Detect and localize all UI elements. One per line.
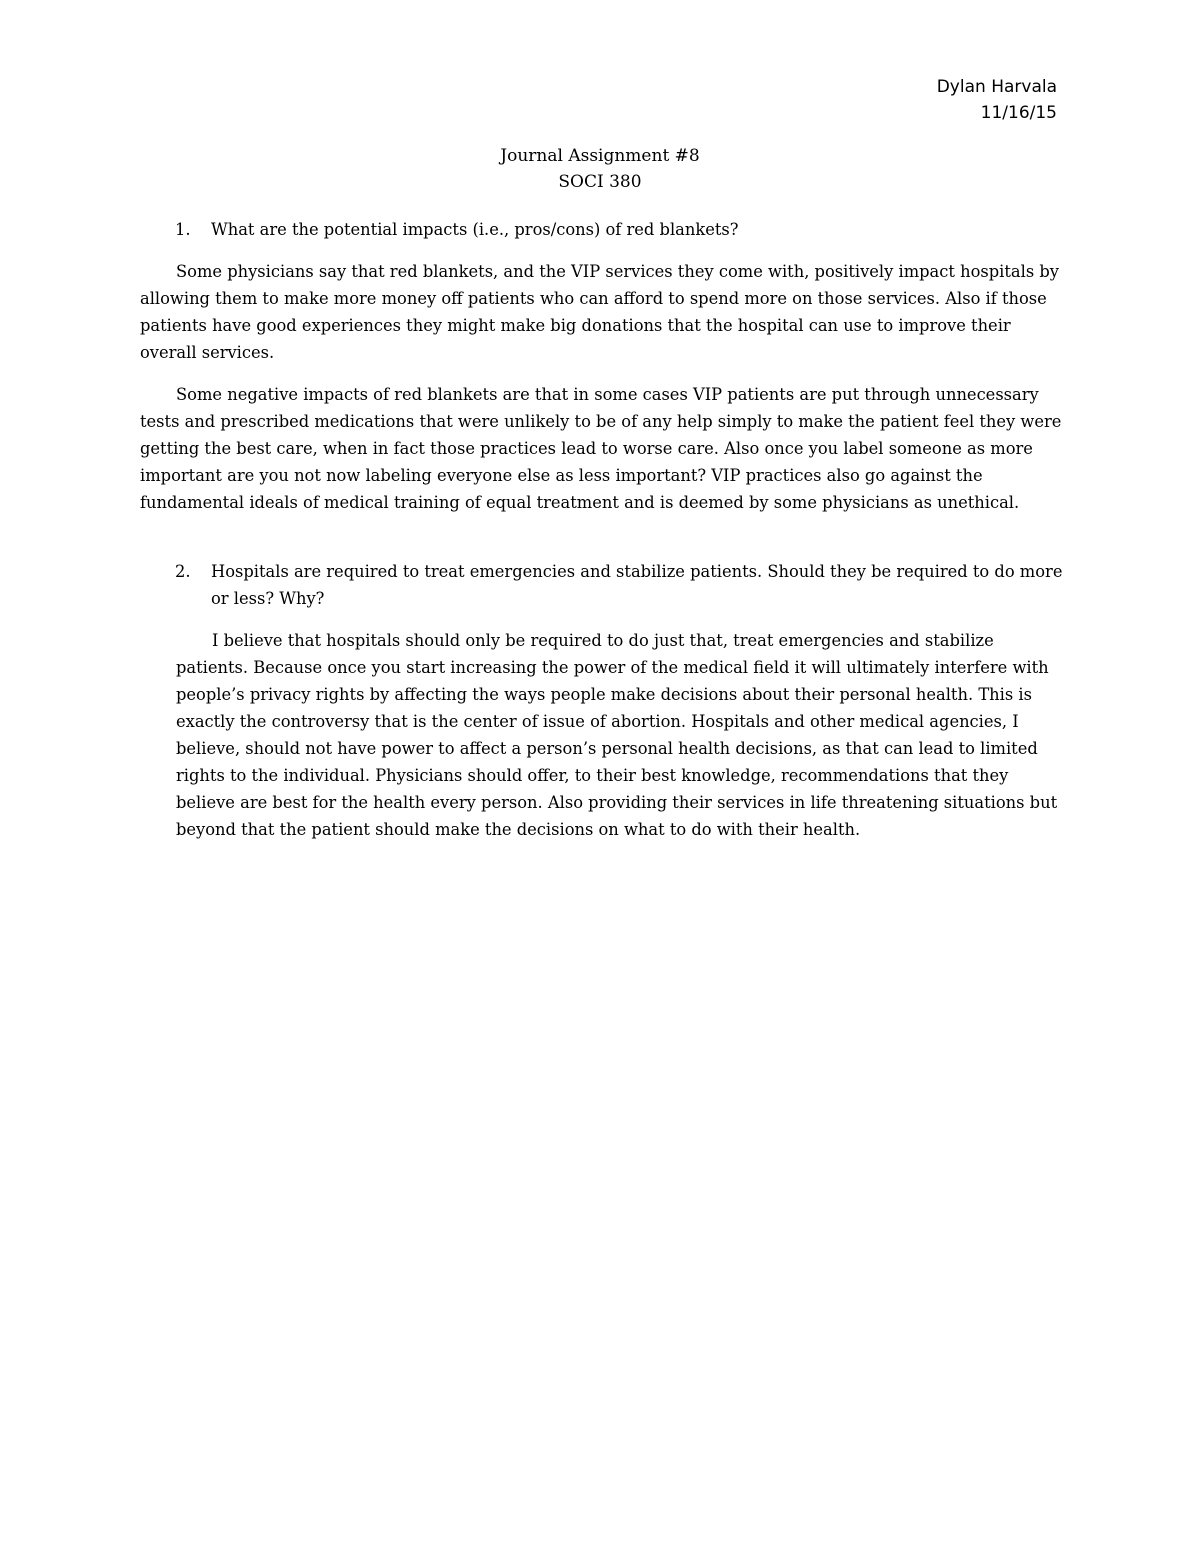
question-1 xyxy=(140,216,1065,243)
question-number: 2. xyxy=(175,562,191,581)
title-block xyxy=(0,143,1200,195)
question-number: 1. xyxy=(175,220,191,239)
question-text: What are the potential impacts (i.e., pros/cons) of red blankets? xyxy=(211,220,739,239)
author-name: Dylan Harvala xyxy=(936,77,1057,97)
answer-paragraph: Some negative impacts of red blankets are that in some cases VIP patients are put through unnecessary tests and prescribed medications that were unlikely to be of any help simply to make the patient feel they were getting the best care, when in fact those practices lead to worse care. Also once you label someone as more important are you not now labeling everyone else as less important? VIP practices also go against the fundamental ideals of medical training of equal treatment and is deemed by some physicians as unethical. xyxy=(140,385,1062,512)
document-body xyxy=(140,216,1065,858)
answer-paragraph: I believe that hospitals should only be required to do just that, treat emergencies and stabilize patients. Because once you start increasing the power of the medical field it will ultimately interfere with people’s privacy rights by affecting the ways people make decisions about their personal health. This is exactly the controversy that is the center of issue of abortion. Hospitals and other medical agencies, I believe, should not have power to affect a person’s personal health decisions, as that can lead to limited rights to the individual. Physicians should offer, to their best knowledge, recommendations that they believe are best for the health every person. Also providing their services in life threatening situations but beyond that the patient should make the decisions on what to do with their health. xyxy=(176,631,1058,839)
assignment-date: 11/16/15 xyxy=(980,103,1057,123)
assignment-title: Journal Assignment #8 xyxy=(500,146,700,166)
question-2 xyxy=(140,558,1065,612)
author-block xyxy=(937,74,1057,126)
blank-line xyxy=(140,531,1065,558)
course-code: SOCI 380 xyxy=(558,172,642,192)
question-text: Hospitals are required to treat emergencies and stabilize patients. Should they be required to do more or less? Why? xyxy=(211,562,1063,608)
answer-paragraph: Some physicians say that red blankets, and the VIP services they come with, positively impact hospitals by allowing them to make more money off patients who can afford to spend more on those services. Also if those patients have good experiences they might make big donations that the hospital can use to improve their overall services. xyxy=(140,262,1059,362)
